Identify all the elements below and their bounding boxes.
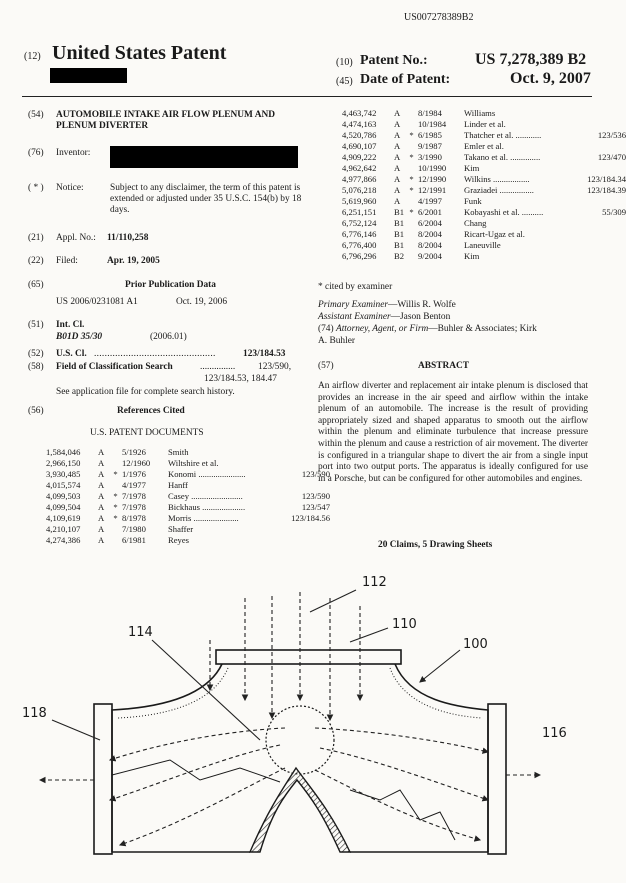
reference-num: 4,109,619 xyxy=(46,513,81,523)
reference-kind: A xyxy=(98,469,105,479)
f52-dots: .............................................. xyxy=(94,349,216,359)
reference-name: Chang xyxy=(464,218,487,228)
reference-name: Smith xyxy=(168,447,189,457)
f52-code: (52) xyxy=(28,349,44,359)
f51-code: (51) xyxy=(28,320,44,330)
reference-date: 12/1960 xyxy=(122,458,151,468)
reference-kind: A xyxy=(394,108,401,118)
f58-value1: 123/590, xyxy=(258,362,292,372)
patent-no-label: Patent No.: xyxy=(360,53,428,68)
reference-kind: A xyxy=(98,458,105,468)
reference-date: 1/1976 xyxy=(122,469,146,479)
reference-num: 4,274,386 xyxy=(46,535,81,545)
reference-num: 4,474,163 xyxy=(342,119,377,129)
leader-100 xyxy=(420,650,460,682)
inner-outline-left xyxy=(118,668,228,718)
reference-num: 1,584,046 xyxy=(46,447,81,457)
reference-num: 4,962,642 xyxy=(342,163,377,173)
code-12: (12) xyxy=(24,51,41,62)
f54-title: AUTOMOBILE INTAKE AIR FLOW PLENUM AND PLENUM DIVERTER xyxy=(56,110,276,132)
reference-num: 2,966,150 xyxy=(46,458,81,468)
f56-title: References Cited xyxy=(117,406,185,416)
reference-num: 4,099,503 xyxy=(46,491,81,501)
leader-114 xyxy=(152,640,260,740)
us-docs-title: U.S. PATENT DOCUMENTS xyxy=(90,428,204,438)
reference-name: Kobayashi et al. .......... xyxy=(464,207,544,217)
patent-title: United States Patent xyxy=(52,42,227,64)
doc-number: US007278389B2 xyxy=(404,12,474,23)
airflow-arrow-8 xyxy=(110,745,280,800)
cutaway-right xyxy=(350,790,455,840)
reference-star: * xyxy=(409,174,414,184)
leader-118 xyxy=(52,720,100,740)
reference-cls: 123/184.39 xyxy=(587,185,626,195)
reference-cls: 123/184.34 xyxy=(587,174,626,184)
reference-name: Casey ........................ xyxy=(168,491,243,501)
reference-star: * xyxy=(409,130,414,140)
reference-date: 4/1977 xyxy=(122,480,146,490)
reference-name: Graziadei ................ xyxy=(464,185,534,195)
airflow-arrow-11 xyxy=(320,748,488,800)
f21-label: Appl. No.: xyxy=(56,233,96,243)
label-118: 118 xyxy=(22,706,47,721)
reference-cls: 123/590 xyxy=(301,469,330,479)
reference-date: 6/2001 xyxy=(418,207,442,217)
reference-name: Laneuville xyxy=(464,240,501,250)
f57-code: (57) xyxy=(318,361,334,371)
reference-kind: A xyxy=(394,163,401,173)
reference-name: Takano et al. .............. xyxy=(464,152,541,162)
f51-label: Int. Cl. xyxy=(56,320,85,330)
assistant-examiner-label: Assistant Examiner xyxy=(318,312,391,322)
airflow-arrow-12 xyxy=(315,770,480,840)
reference-num: 5,619,960 xyxy=(342,196,377,206)
f56-code: (56) xyxy=(28,406,44,416)
reference-num: 6,776,400 xyxy=(342,240,377,250)
reference-date: 8/1978 xyxy=(122,513,146,523)
inner-outline-right xyxy=(390,668,482,718)
reference-name: Ricart-Ugaz et al. xyxy=(464,229,525,239)
reference-date: 8/2004 xyxy=(418,240,442,250)
reference-date: 7/1978 xyxy=(122,502,146,512)
reference-name: Reyes xyxy=(168,535,190,545)
reference-kind: A xyxy=(394,174,401,184)
reference-star: * xyxy=(409,207,414,217)
leader-112 xyxy=(310,590,356,612)
reference-date: 9/1987 xyxy=(418,141,442,151)
date-label: Date of Patent: xyxy=(360,72,451,87)
reference-date: 6/1981 xyxy=(122,535,146,545)
reference-name: Kim xyxy=(464,251,480,261)
reference-kind: B1 xyxy=(394,229,405,239)
leader-110 xyxy=(350,628,388,642)
f65-code: (65) xyxy=(28,280,44,290)
f58-dots: ............... xyxy=(200,362,236,372)
abstract-text: An airflow diverter and replacement air intake plenum is disclosed that provides an increase in the air speed and airflow within the intake plenum of an automobile. The increase is the result of providing appropriately sized and shaped apparatus to smooth out the airflow within the plenum and eliminate turbulence that increase pressure within the plenum and cause a restriction of air movement. The diverter is configured in a triangular shape to divert the air from a single input port into two output ports. The apparatus is ideally configured for use in a Porsche, but can be configured for other automobiles and engines. xyxy=(318,381,588,484)
reference-date: 7/1978 xyxy=(122,491,146,501)
reference-name: Funk xyxy=(464,196,482,206)
reference-num: 6,752,124 xyxy=(342,218,377,228)
reference-num: 5,076,218 xyxy=(342,185,377,195)
reference-name: Williams xyxy=(464,108,496,118)
reference-kind: A xyxy=(394,152,401,162)
reference-star: * xyxy=(113,513,118,523)
reference-name: Kim xyxy=(464,163,480,173)
left-flange xyxy=(94,704,112,854)
reference-kind: A xyxy=(394,141,401,151)
reference-kind: B2 xyxy=(394,251,405,261)
reference-name: Wilkins ................. xyxy=(464,174,530,184)
diverter-wedge xyxy=(250,768,350,852)
f74-label: Attorney, Agent, or Firm xyxy=(335,324,429,334)
reference-num: 4,909,222 xyxy=(342,152,377,162)
f74-value2: A. Buhler xyxy=(318,336,355,346)
reference-name: Wiltshire et al. xyxy=(168,458,219,468)
primary-examiner-name: —Willis R. Wolfe xyxy=(388,300,456,310)
reference-date: 10/1990 xyxy=(418,163,447,173)
code-10: (10) xyxy=(336,57,353,68)
reference-date: 6/2004 xyxy=(418,218,442,228)
left-body-outline xyxy=(112,664,222,852)
reference-date: 5/1926 xyxy=(122,447,146,457)
f65-date: Oct. 19, 2006 xyxy=(176,297,228,307)
reference-name: Morris ..................... xyxy=(168,513,239,523)
patent-no-value: US 7,278,389 B2 xyxy=(475,51,587,68)
reference-num: 4,015,574 xyxy=(46,480,81,490)
f21-value: 11/110,258 xyxy=(107,233,149,243)
reference-name: Konomi ...................... xyxy=(168,469,246,479)
reference-kind: A xyxy=(98,513,105,523)
label-116: 116 xyxy=(542,726,567,741)
reference-date: 7/1980 xyxy=(122,524,146,534)
reference-num: 4,210,107 xyxy=(46,524,81,534)
reference-name: Emler et al. xyxy=(464,141,504,151)
reference-kind: A xyxy=(394,185,401,195)
f76-label: Inventor: xyxy=(56,148,91,158)
reference-date: 4/1997 xyxy=(418,196,442,206)
reference-date: 9/2004 xyxy=(418,251,442,261)
reference-date: 10/1984 xyxy=(418,119,447,129)
f52-value: 123/184.53 xyxy=(243,349,286,359)
code-45: (45) xyxy=(336,76,353,87)
f58-code: (58) xyxy=(28,362,44,372)
label-110: 110 xyxy=(392,617,417,632)
reference-cls: 123/547 xyxy=(301,502,330,512)
reference-kind: A xyxy=(394,130,401,140)
reference-kind: A xyxy=(394,119,401,129)
f58-value2: 123/184.53, 184.47 xyxy=(204,374,277,384)
f65-pub: US 2006/0231081 A1 xyxy=(56,297,138,307)
reference-star: * xyxy=(409,152,414,162)
airflow-arrow-10 xyxy=(315,728,488,752)
airflow-arrow-7 xyxy=(110,728,285,760)
notice-label: Notice: xyxy=(56,183,84,193)
abstract-title: ABSTRACT xyxy=(418,361,470,371)
reference-num: 4,520,786 xyxy=(342,130,377,140)
reference-num: 6,251,151 xyxy=(342,207,377,217)
reference-kind: A xyxy=(98,447,105,457)
reference-name: Shaffer xyxy=(168,524,194,534)
label-114: 114 xyxy=(128,625,153,640)
reference-num: 6,796,296 xyxy=(342,251,377,261)
reference-num: 4,463,742 xyxy=(342,108,377,118)
reference-num: 4,099,504 xyxy=(46,502,81,512)
f51-year: (2006.01) xyxy=(150,332,187,342)
f22-value: Apr. 19, 2005 xyxy=(107,256,160,266)
f22-label: Filed: xyxy=(56,256,78,266)
reference-date: 6/1985 xyxy=(418,130,442,140)
assistant-examiner-name: —Jason Benton xyxy=(390,312,451,322)
reference-star: * xyxy=(409,185,414,195)
reference-name: Thatcher et al. ............ xyxy=(464,130,542,140)
f74-code: (74) xyxy=(318,324,334,334)
reference-cls: 123/590 xyxy=(301,491,330,501)
f76-code: (76) xyxy=(28,148,44,158)
f65-title: Prior Publication Data xyxy=(125,280,216,290)
primary-examiner-label: Primary Examiner xyxy=(318,300,389,310)
label-100: 100 xyxy=(463,637,488,652)
notice-text: Subject to any disclaimer, the term of this patent is extended or adjusted under 35 U.S.C. 154(b) by 18 days. xyxy=(110,183,302,216)
reference-num: 6,776,146 xyxy=(342,229,377,239)
reference-date: 8/2004 xyxy=(418,229,442,239)
reference-star: * xyxy=(113,502,118,512)
top-inlet-plate xyxy=(216,650,401,664)
reference-kind: A xyxy=(98,480,105,490)
reference-kind: B1 xyxy=(394,218,405,228)
reference-kind: B1 xyxy=(394,240,405,250)
reference-kind: A xyxy=(394,196,401,206)
label-112: 112 xyxy=(362,575,387,590)
reference-cls: 123/536 xyxy=(597,130,626,140)
right-body-outline xyxy=(395,664,488,852)
diverter-dome xyxy=(266,706,334,774)
reference-kind: A xyxy=(98,524,105,534)
reference-name: Linder et al. xyxy=(464,119,506,129)
claims-summary: 20 Claims, 5 Drawing Sheets xyxy=(378,540,493,550)
reference-kind: B1 xyxy=(394,207,405,217)
reference-kind: A xyxy=(98,502,105,512)
reference-cls: 123/470 xyxy=(597,152,626,162)
f51-class: B01D 35/30 xyxy=(56,332,103,342)
reference-num: 4,690,107 xyxy=(342,141,377,151)
reference-name: Bickhaus .................... xyxy=(168,502,246,512)
f22-code: (22) xyxy=(28,256,44,266)
reference-num: 3,930,485 xyxy=(46,469,81,479)
notice-code: ( * ) xyxy=(28,183,44,193)
date-value: Oct. 9, 2007 xyxy=(510,70,591,87)
reference-num: 4,977,866 xyxy=(342,174,377,184)
f74-value1: —Buhler & Associates; Kirk xyxy=(428,324,537,334)
reference-date: 12/1991 xyxy=(418,185,447,195)
right-flange xyxy=(488,704,506,854)
f58-label: Field of Classification Search xyxy=(56,362,173,372)
reference-star: * xyxy=(113,491,118,501)
reference-date: 3/1990 xyxy=(418,152,442,162)
reference-star: * xyxy=(113,469,118,479)
reference-kind: A xyxy=(98,491,105,501)
cutaway-left xyxy=(112,760,280,782)
reference-date: 12/1990 xyxy=(418,174,447,184)
reference-cls: 123/184.56 xyxy=(291,513,330,523)
reference-date: 8/1984 xyxy=(418,108,442,118)
f54-code: (54) xyxy=(28,110,44,120)
f21-code: (21) xyxy=(28,233,44,243)
reference-cls: 55/309 xyxy=(602,207,626,217)
f58-note: See application file for complete search history. xyxy=(56,387,235,397)
f52-label: U.S. Cl. xyxy=(56,349,87,359)
reference-name: Hanff xyxy=(168,480,188,490)
reference-kind: A xyxy=(98,535,105,545)
cited-note: * cited by examiner xyxy=(318,282,393,292)
